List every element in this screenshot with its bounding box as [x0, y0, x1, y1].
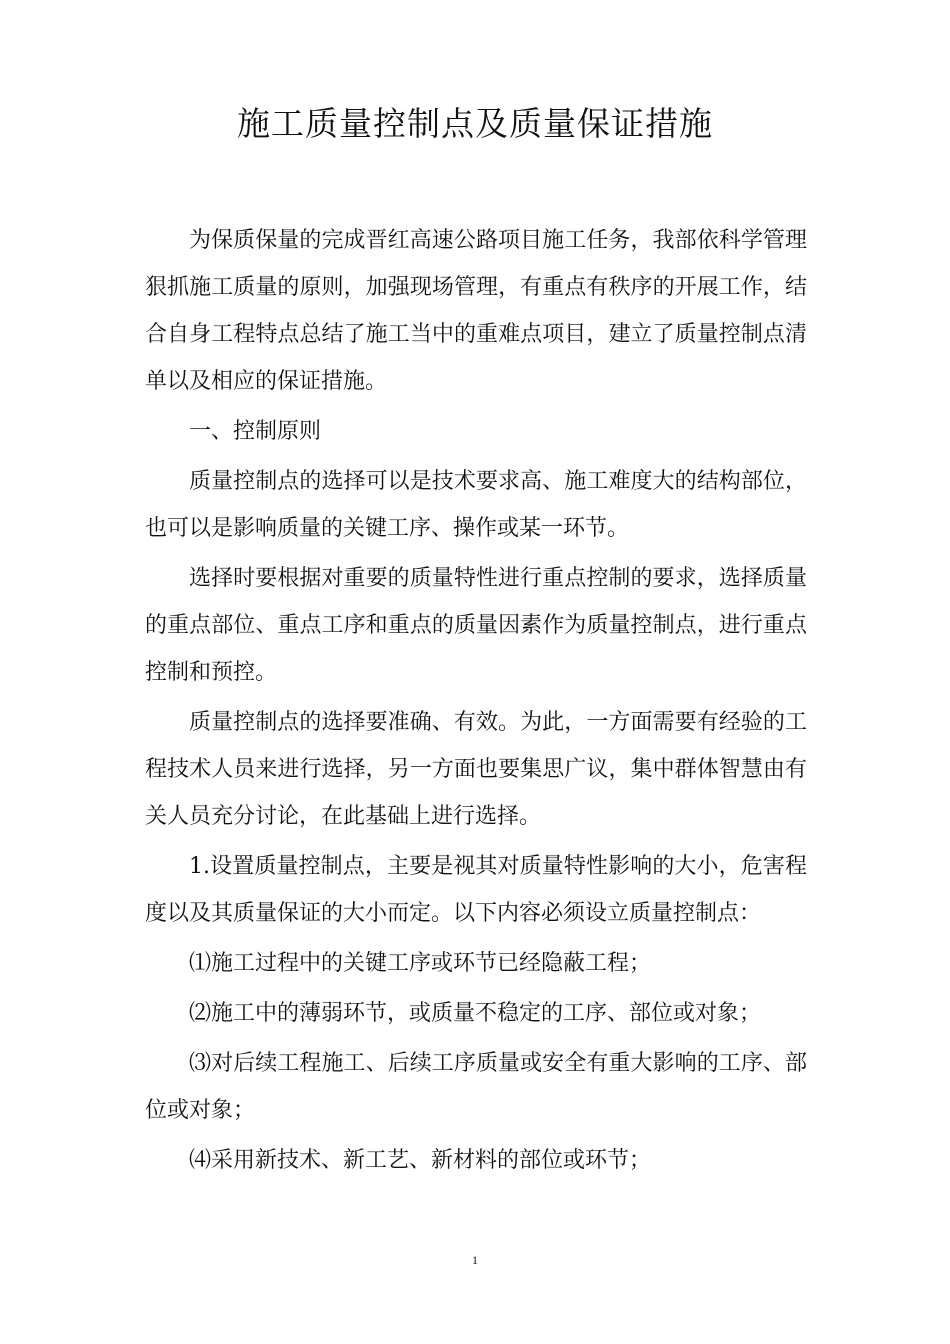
list-item-4: ⑷采用新技术、新工艺、新材料的部位或环节； — [189, 1148, 652, 1173]
page-title: 施工质量控制点及质量保证措施 — [237, 104, 713, 143]
document-body — [145, 217, 807, 1187]
paragraph-selection-requirements: 选择时要根据对重要的质量特性进行重点控制的要求，选择质量的重点部位、重点工序和重点的质量因素作为质量控制点，进行重点控制和预控。 — [145, 566, 807, 685]
paragraph-control-point-selection: 质量控制点的选择可以是技术要求高、施工难度大的结构部位，也可以是影响质量的关键工序、操作或某一环节。 — [145, 469, 807, 541]
page-number: 1 — [472, 1253, 478, 1267]
paragraph-setting-control-points: 1.设置质量控制点，主要是视其对质量特性影响的大小，危害程度以及其质量保证的大小而定。以下内容必须设立质量控制点： — [145, 854, 807, 926]
list-item-1: ⑴施工过程中的关键工序或环节已经隐蔽工程； — [189, 951, 652, 976]
paragraph-intro: 为保质保量的完成晋红高速公路项目施工任务，我部依科学管理狠抓施工质量的原则，加强现场管理，有重点有秩序的开展工作，结合自身工程特点总结了施工当中的重难点项目，建立了质量控制点清单以及相应的保证措施。 — [145, 228, 807, 394]
paragraph-selection-accuracy: 质量控制点的选择要准确、有效。为此，一方面需要有经验的工程技术人员来进行选择，另一方面也要集思广议，集中群体智慧由有关人员充分讨论，在此基础上进行选择。 — [145, 710, 807, 829]
list-item-2: ⑵施工中的薄弱环节，或质量不稳定的工序、部位或对象； — [189, 1001, 762, 1026]
section-heading-control-principles: 一、控制原则 — [189, 419, 322, 444]
list-item-3: ⑶对后续工程施工、后续工序质量或安全有重大影响的工序、部位或对象； — [145, 1051, 807, 1123]
